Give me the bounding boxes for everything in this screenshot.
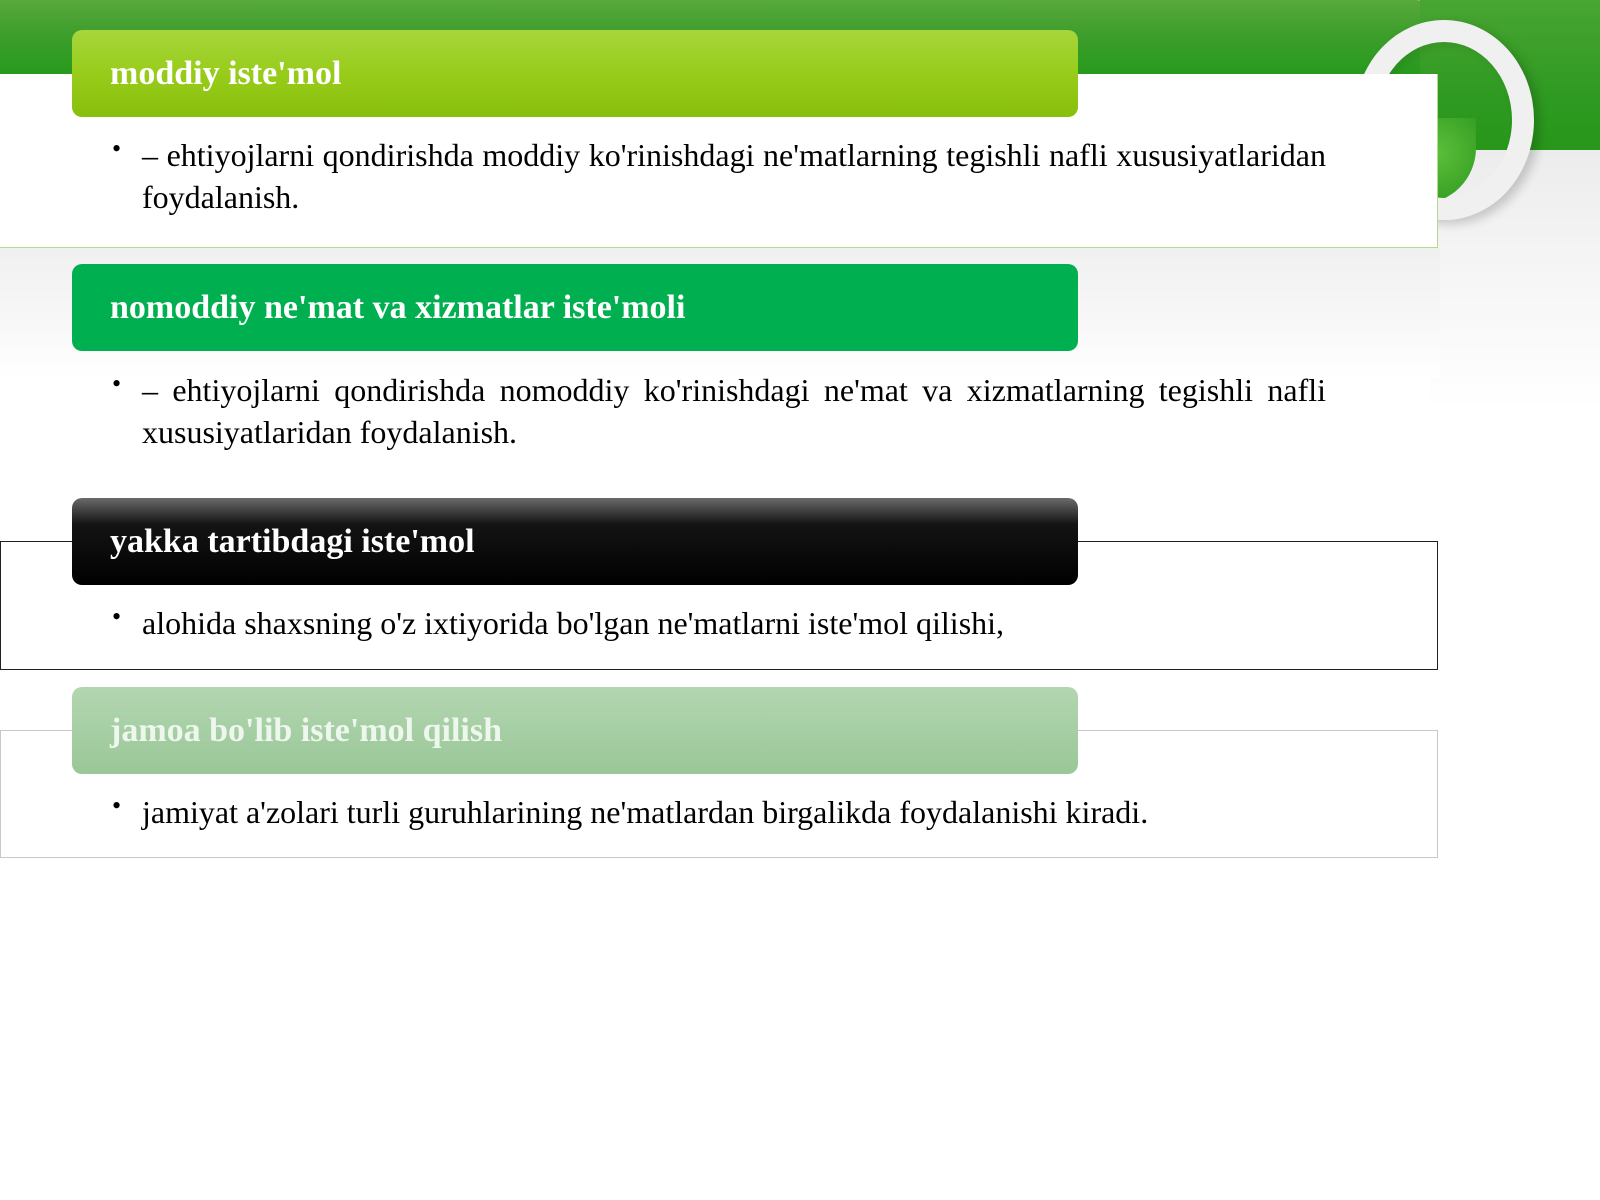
section-1-bullet-text: – ehtiyojlarni qondirishda moddiy ko'rinishdagi ne'matlarning tegishli nafli xususiyatlaridan foydalanish. xyxy=(142,137,1326,215)
bullet-dot: • xyxy=(112,791,122,820)
section-3-title: yakka tartibdagi iste'mol xyxy=(72,498,1078,585)
section-2-bullet xyxy=(110,369,1326,453)
bullet-dot: • xyxy=(112,602,122,631)
section-4-bullet xyxy=(110,791,1326,833)
section-1-bullet xyxy=(110,134,1326,218)
section-3-bullet xyxy=(110,602,1326,644)
section-1-title: moddiy iste'mol xyxy=(72,30,1078,117)
section-4-title: jamoa bo'lib iste'mol qilish xyxy=(72,687,1078,774)
section-2-bullet-text: – ehtiyojlarni qondirishda nomoddiy ko'rinishdagi ne'mat va xizmatlarning tegishli nafli xususiyatlaridan foydalanish. xyxy=(142,372,1326,450)
bullet-dot: • xyxy=(112,134,122,163)
section-2-title: nomoddiy ne'mat va xizmatlar iste'moli xyxy=(72,264,1078,351)
bullet-dot: • xyxy=(112,369,122,398)
section-4-bullet-text: jamiyat a'zolari turli guruhlarining ne'matlardan birgalikda foydalanishi kiradi. xyxy=(142,794,1149,830)
section-3-bullet-text: alohida shaxsning o'z ixtiyorida bo'lgan ne'matlarni iste'mol qilishi, xyxy=(142,605,1005,641)
